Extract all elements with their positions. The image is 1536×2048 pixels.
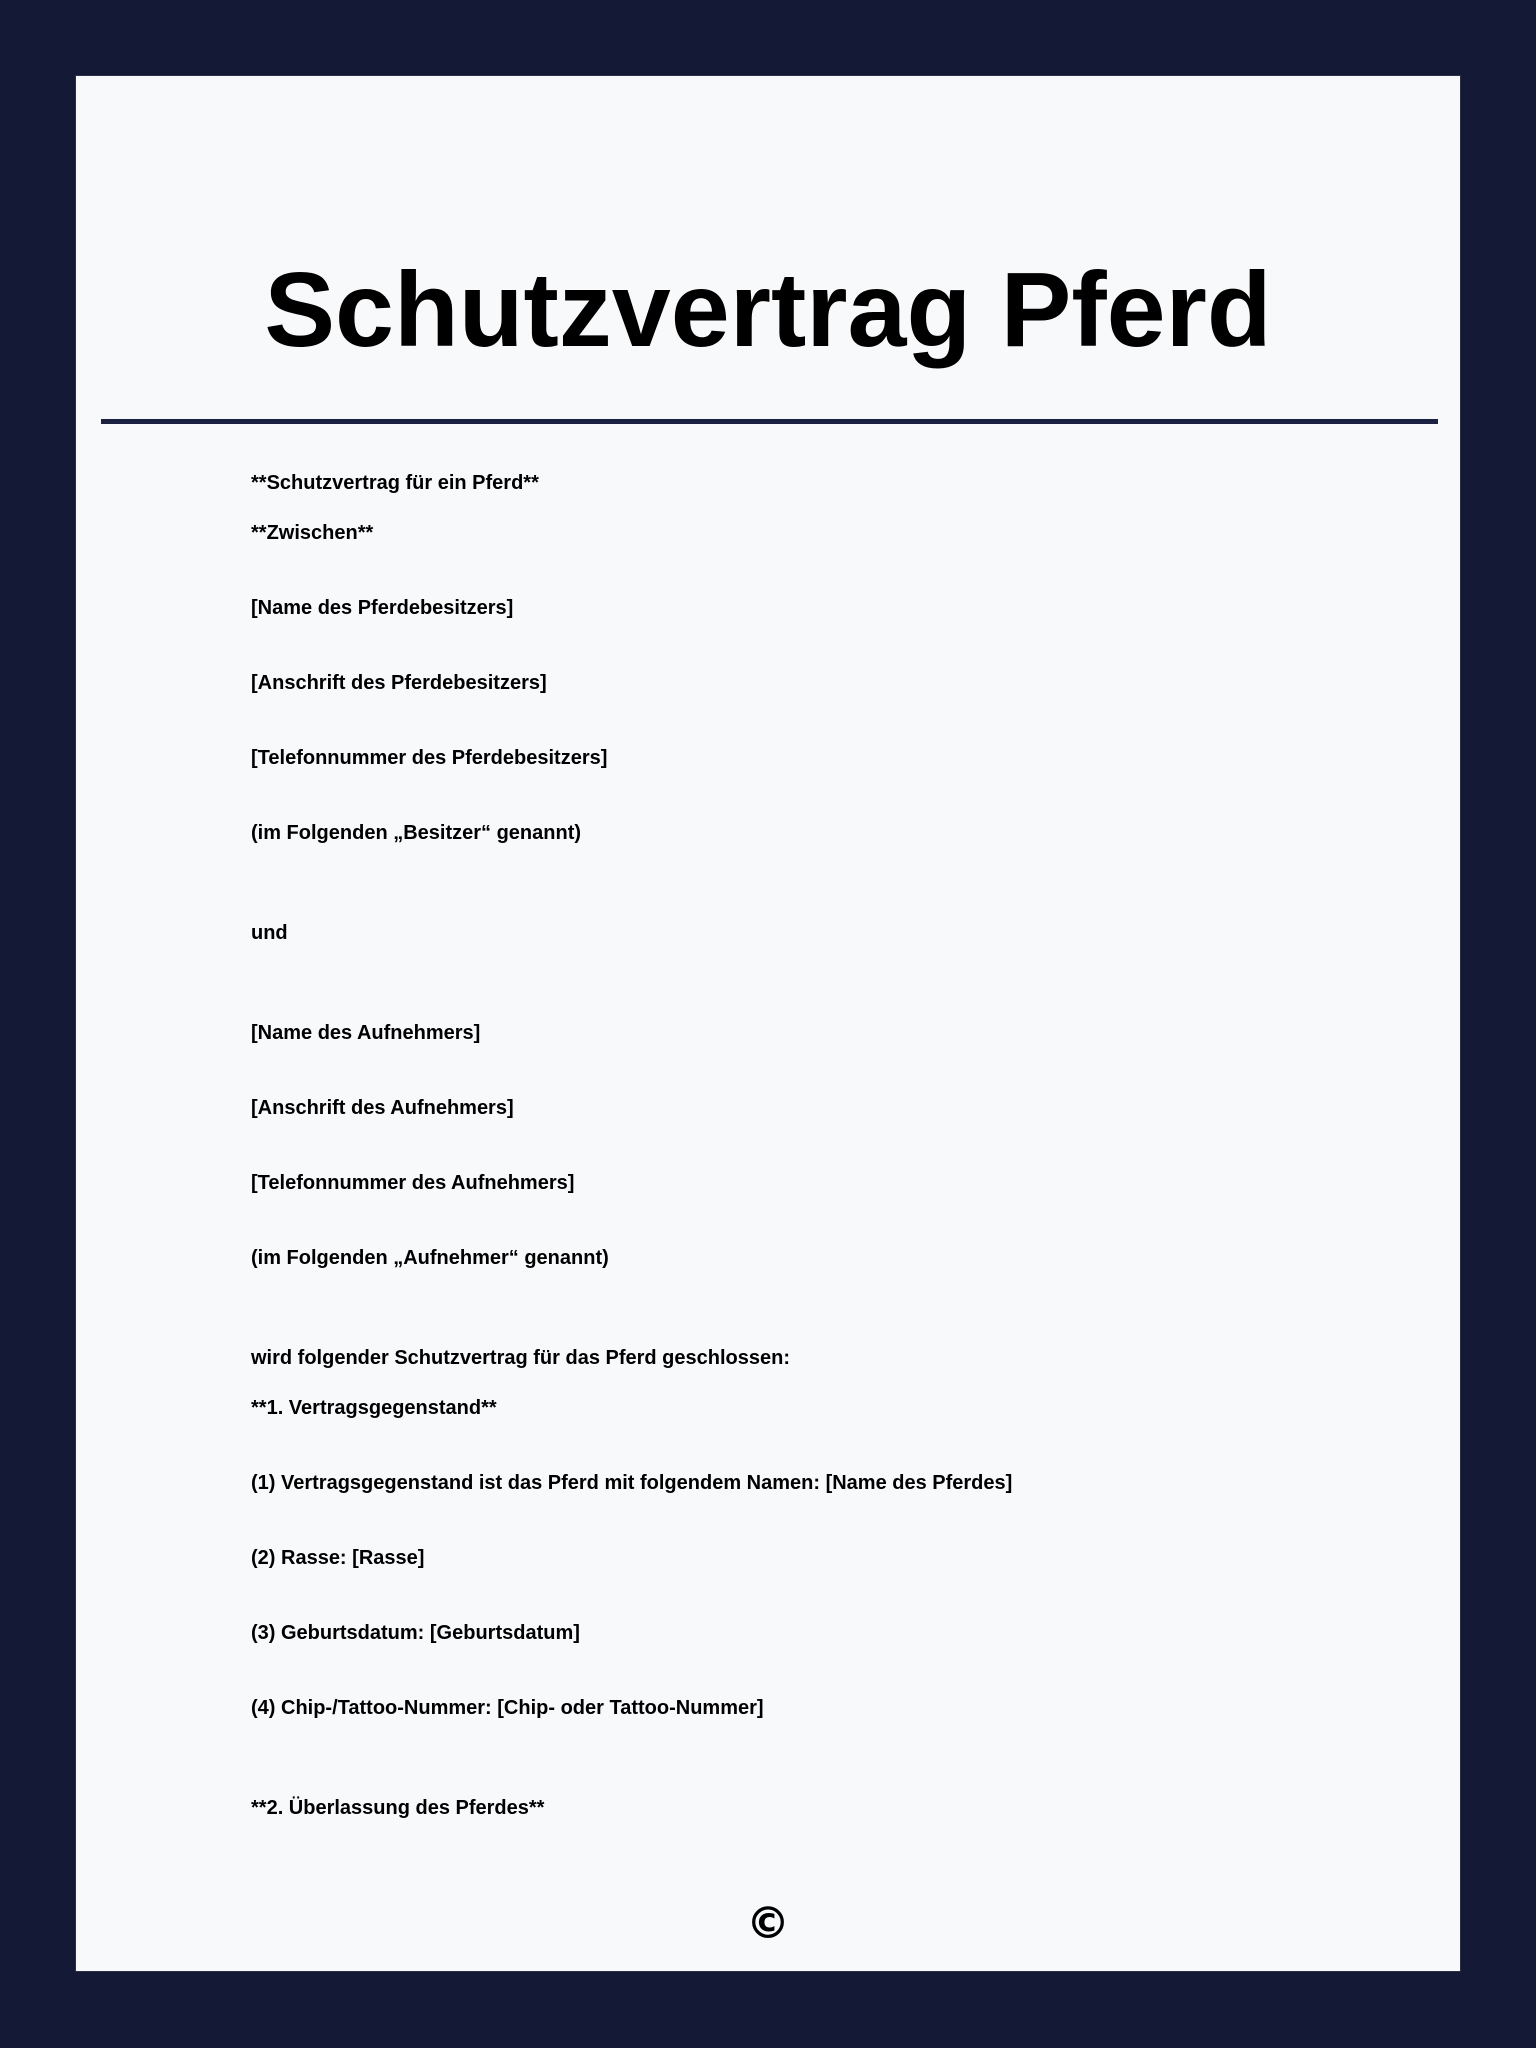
title-divider (101, 419, 1438, 424)
document-line: [Name des Aufnehmers] (251, 1022, 481, 1044)
document-line: **2. Überlassung des Pferdes** (251, 1797, 545, 1819)
document-line: [Name des Pferdebesitzers] (251, 597, 514, 619)
document-line: [Telefonnummer des Aufnehmers] (251, 1172, 575, 1194)
document-line: (3) Geburtsdatum: [Geburtsdatum] (251, 1622, 580, 1644)
document-line: (2) Rasse: [Rasse] (251, 1547, 425, 1569)
document-line: wird folgender Schutzvertrag für das Pferd geschlossen: (251, 1347, 791, 1369)
document-line: **Schutzvertrag für ein Pferd** (251, 472, 539, 494)
document-line: (im Folgenden „Besitzer“ genannt) (251, 822, 582, 844)
document-line: (4) Chip-/Tattoo-Nummer: [Chip- oder Tattoo-Nummer] (251, 1697, 764, 1719)
document-line: [Telefonnummer des Pferdebesitzers] (251, 747, 608, 769)
document-line: **Zwischen** (251, 522, 374, 544)
document-line: **1. Vertragsgegenstand** (251, 1397, 497, 1419)
document-line: [Anschrift des Pferdebesitzers] (251, 672, 547, 694)
document-line: (im Folgenden „Aufnehmer“ genannt) (251, 1247, 609, 1269)
document-page (75, 75, 1461, 1972)
document-line: (1) Vertragsgegenstand ist das Pferd mit folgendem Namen: [Name des Pferdes] (251, 1472, 1013, 1494)
document-line: [Anschrift des Aufnehmers] (251, 1097, 514, 1119)
document-line: und (251, 922, 288, 944)
copyright-icon: © (746, 1898, 790, 1949)
document-title: Schutzvertrag Pferd (264, 251, 1272, 369)
